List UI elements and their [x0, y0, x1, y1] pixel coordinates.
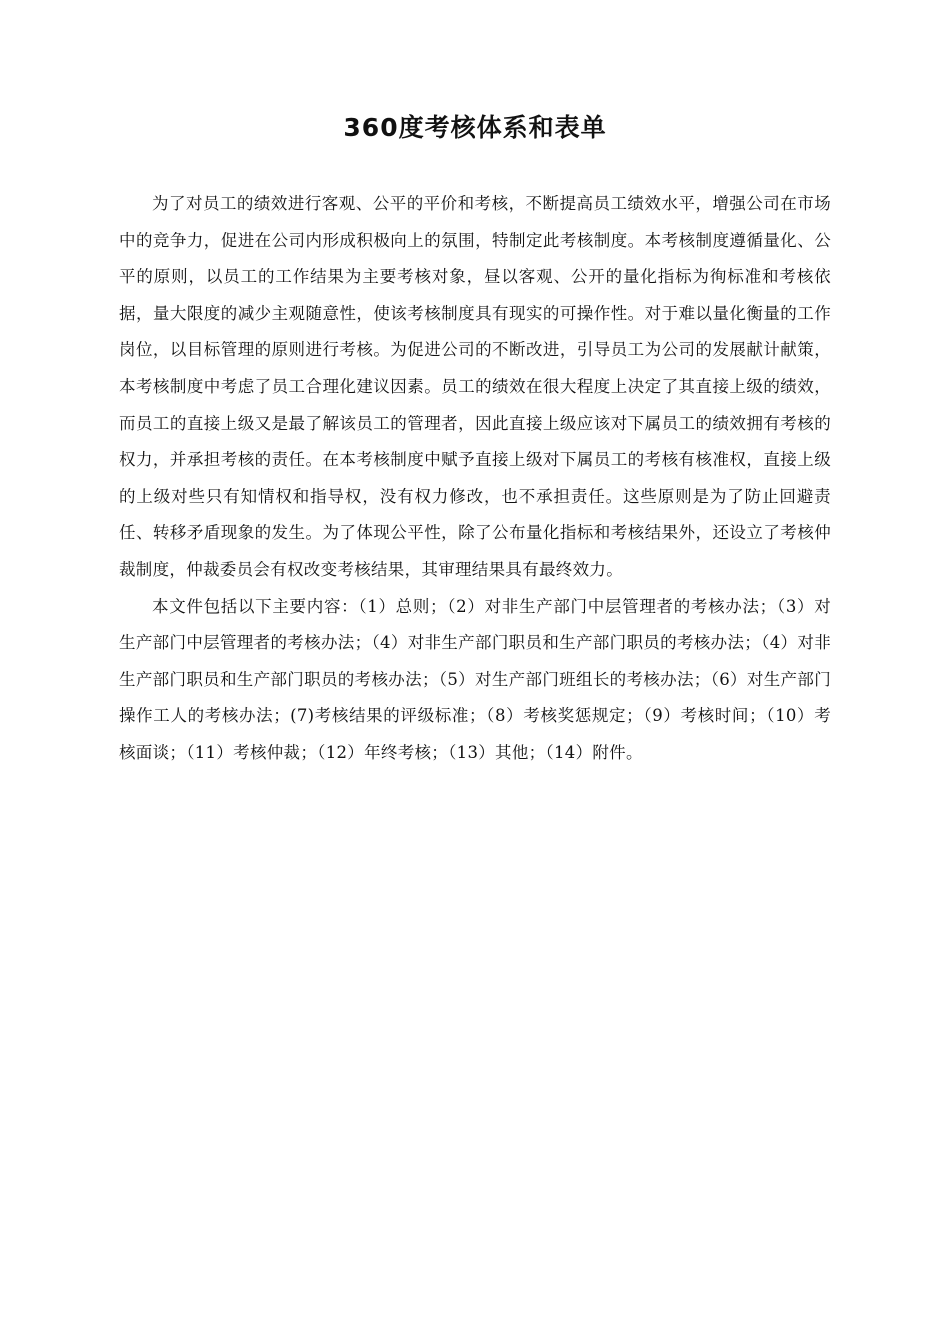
paragraph-contents: 本文件包括以下主要内容：（1）总则；（2）对非生产部门中层管理者的考核办法；（3）对生产部门中层管理者的考核办法；（4）对非生产部门职员和生产部门职员的考核办法；（4）对非生产部门职员和生产部门职员的考核办法；（5）对生产部门班组长的考核办法；（6）对生产部门操作工人的考核办法；(7)考核结果的评级标准；（8）考核奖惩规定；（9）考核时间；（10）考核面谈；（11）考核仲裁；（12）年终考核；（13）其他；（14）附件。 — [119, 596, 831, 762]
document-title: 360度考核体系和表单 — [343, 113, 607, 142]
paragraph-intro: 为了对员工的绩效进行客观、公平的平价和考核，不断提高员工绩效水平，增强公司在市场中的竞争力，促进在公司内形成积极向上的氛围，特制定此考核制度。本考核制度遵循量化、公平的原则，以员工的工作结果为主要考核对象，昼以客观、公开的量化指标为徇标准和考核依据，量大限度的减少主观随意性，使该考核制度具有现实的可操作性。对于难以量化衡量的工作岗位，以目标管理的原则进行考核。为促进公司的不断改进，引导员工为公司的发展献计献策，本考核制度中考虑了员工合理化建议因素。员工的绩效在很大程度上决定了其直接上级的绩效，而员工的直接上级又是最了解该员工的管理者，因此直接上级应该对下属员工的绩效拥有考核的权力，并承担考核的责任。在本考核制度中赋予直接上级对下属员工的考核有核准权，直接上级的上级对些只有知情权和指导权，没有权力修改，也不承担责任。这些原则是为了防止回避责任、转移矛盾现象的发生。为了体现公平性，除了公布量化指标和考核结果外，还设立了考核仲裁制度，仲裁委员会有权改变考核结果，其审理结果具有最终效力。 — [119, 194, 831, 579]
document-body — [119, 186, 831, 772]
